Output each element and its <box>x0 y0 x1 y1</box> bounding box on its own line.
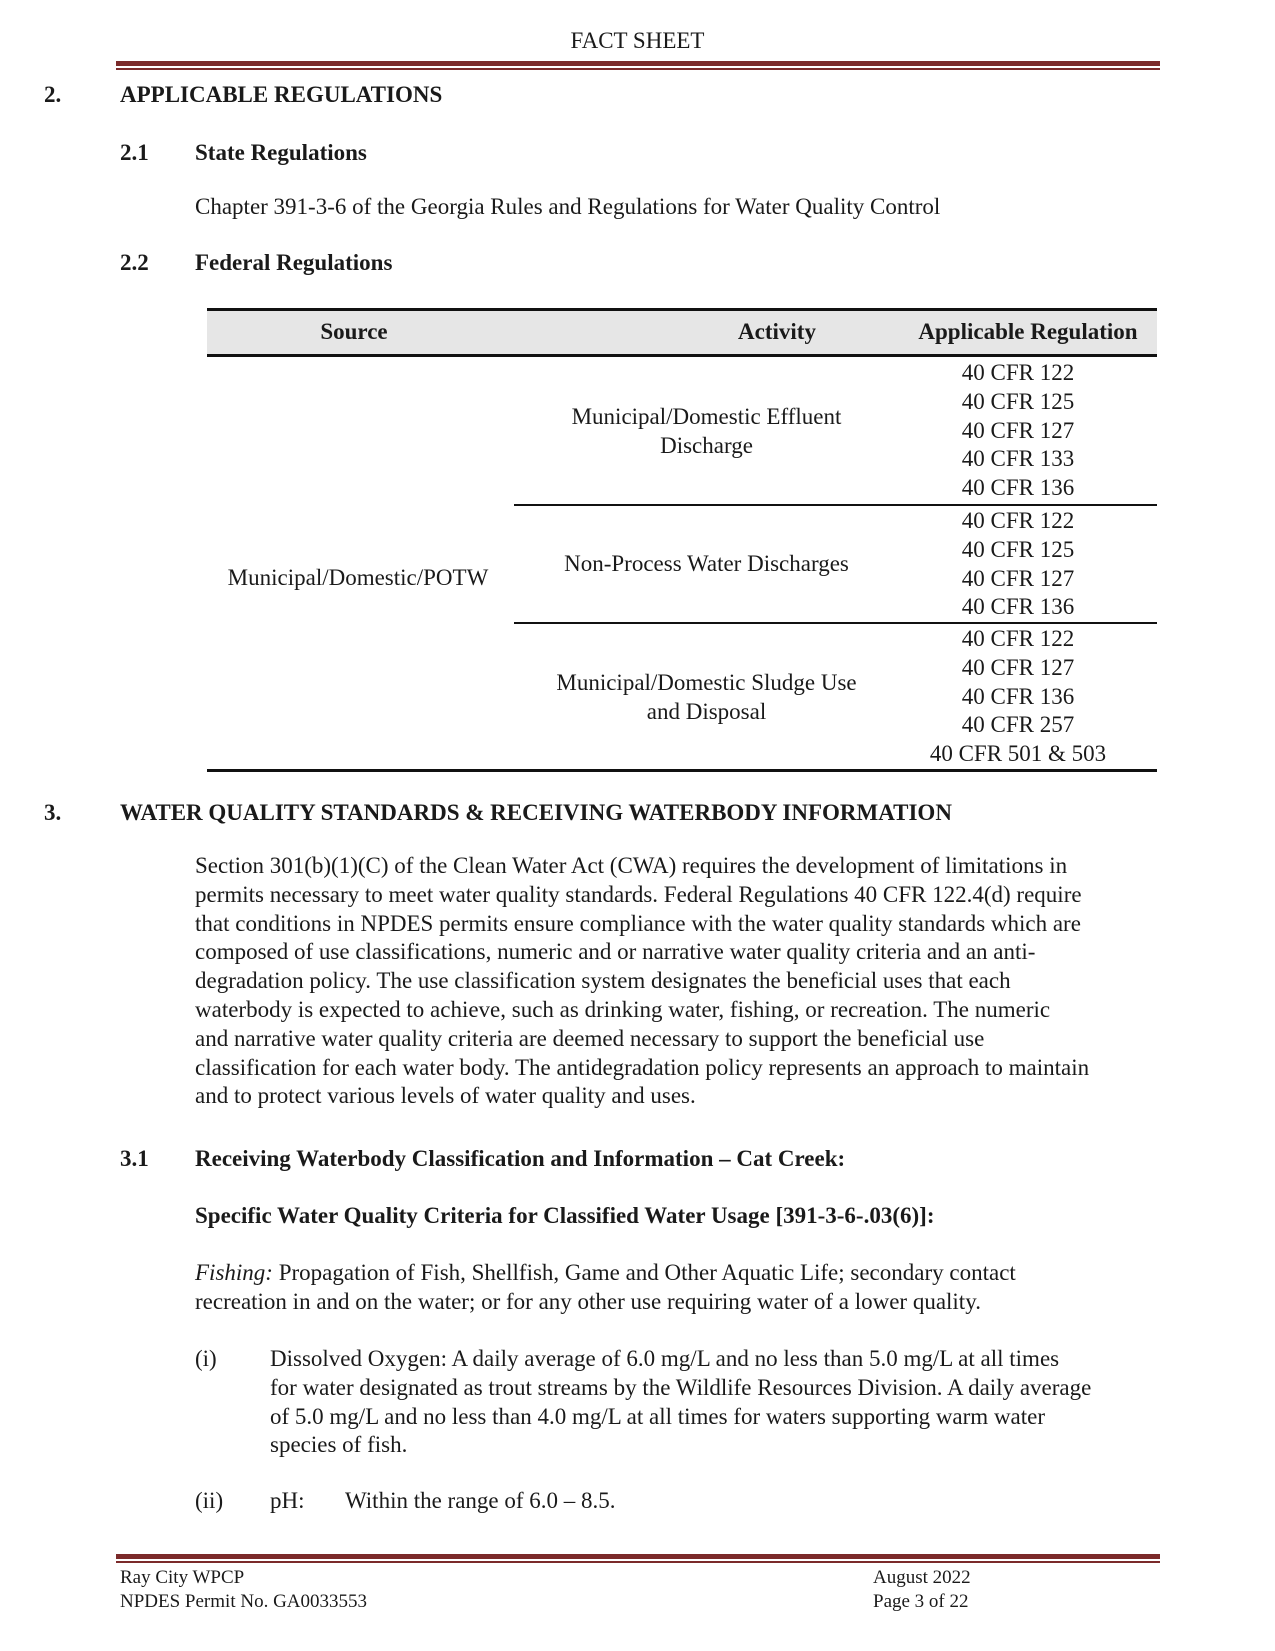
regulation-item: 40 CFR 127 <box>961 654 1075 680</box>
table-header-border <box>207 354 1157 357</box>
item-line: of 5.0 mg/L and no less than 4.0 mg/L at all times for waters supporting warm water <box>270 1403 1046 1429</box>
facility-name: Ray City WPCP <box>120 1567 245 1588</box>
paragraph-line: Section 301(b)(1)(C) of the Clean Water Act (CWA) requires the development of limitations in <box>195 853 1068 878</box>
section-3-title: WATER QUALITY STANDARDS & RECEIVING WATERBODY INFORMATION <box>120 800 952 825</box>
paragraph-line: that conditions in NPDES permits ensure compliance with the water quality standards which are <box>195 910 1081 936</box>
regulation-item: 40 CFR 125 <box>961 388 1075 414</box>
regulation-item: 40 CFR 127 <box>961 565 1075 591</box>
footer-rule-thin <box>116 1561 1160 1563</box>
fishing-text-1: Propagation of Fish, Shellfish, Game and Other Aquatic Life; secondary contact <box>272 1260 1016 1285</box>
activity-cell-1-line-1: Municipal/Domestic Effluent <box>571 404 842 429</box>
regulation-item: 40 CFR 127 <box>961 417 1075 443</box>
activity-cell-3-line-1: Municipal/Domestic Sludge Use <box>556 670 857 695</box>
section-2-title: APPLICABLE REGULATIONS <box>120 82 443 107</box>
regulations-cell-2 <box>899 507 1137 622</box>
regulation-item: 40 CFR 133 <box>961 446 1075 472</box>
regulation-item: 40 CFR 501 & 503 <box>929 741 1107 767</box>
state-regulations-text: Chapter 391-3-6 of the Georgia Rules and Regulations for Water Quality Control <box>195 194 941 219</box>
criteria-item-i-text <box>270 1345 1157 1460</box>
regulation-item: 40 CFR 136 <box>961 683 1075 709</box>
section-3-1-title: Receiving Waterbody Classification and Information – Cat Creek: <box>195 1146 846 1171</box>
column-header-regulation: Applicable Regulation <box>918 319 1138 344</box>
column-header-activity: Activity <box>738 319 816 344</box>
regulations-cell-3 <box>899 625 1137 769</box>
item-line: for water designated as trout streams by the Wildlife Resources Division. A daily average <box>270 1374 1092 1400</box>
document-date: August 2022 <box>873 1567 971 1588</box>
section-2-2-title: Federal Regulations <box>195 250 393 275</box>
section-2-2-number: 2.2 <box>120 250 149 275</box>
header-rule-thin <box>116 68 1160 70</box>
paragraph-line: and narrative water quality criteria are deemed necessary to support the beneficial use <box>195 1025 985 1051</box>
permit-number: NPDES Permit No. GA0033553 <box>120 1591 368 1612</box>
regulation-item: 40 CFR 122 <box>961 626 1075 651</box>
section-2-number: 2. <box>44 82 62 107</box>
item-line-last: species of fish. <box>270 1432 408 1458</box>
regulations-cell-1 <box>899 359 1137 503</box>
header-rule-thick <box>116 61 1160 66</box>
regulation-item: 40 CFR 136 <box>961 475 1075 501</box>
section-2-1-title: State Regulations <box>195 140 367 165</box>
paragraph-line: waterbody is expected to achieve, such as drinking water, fishing, or recreation. The numeric <box>195 996 1051 1022</box>
activity-cell-2-line-1: Non-Process Water Discharges <box>564 551 849 576</box>
activity-cell-3-line-2: and Disposal <box>646 698 767 724</box>
section-3-number: 3. <box>44 800 62 825</box>
criteria-heading: Specific Water Quality Criteria for Classified Water Usage [391-3-6-.03(6)]: <box>195 1203 935 1228</box>
activity-cell-1-line-2: Discharge <box>660 432 753 458</box>
criteria-item-i-marker: (i) <box>195 1346 217 1371</box>
column-header-source: Source <box>320 319 388 344</box>
section-3-intro-paragraph <box>195 852 1157 1111</box>
section-2-1-number: 2.1 <box>120 140 149 165</box>
activity-cell-3 <box>514 669 899 727</box>
regulation-item: 40 CFR 136 <box>961 594 1075 620</box>
paragraph-line: permits necessary to meet water quality standards. Federal Regulations 40 CFR 122.4(d) require <box>195 881 1082 907</box>
paragraph-line: degradation policy. The use classification system designates the beneficial uses that each <box>195 968 1011 994</box>
fishing-line-1 <box>195 1259 1157 1288</box>
criteria-item-ii-label: pH: <box>270 1488 305 1513</box>
regulation-item: 40 CFR 125 <box>961 536 1075 562</box>
paragraph-line: composed of use classifications, numeric and or narrative water quality criteria and an anti- <box>195 939 1036 965</box>
criteria-item-ii-marker: (ii) <box>195 1488 224 1513</box>
source-cell: Municipal/Domestic/POTW <box>227 565 489 590</box>
regulation-item: 40 CFR 122 <box>961 508 1075 533</box>
paragraph-line-last: and to protect various levels of water quality and uses. <box>195 1083 696 1109</box>
activity-cell-1 <box>514 403 899 461</box>
item-line: Dissolved Oxygen: A daily average of 6.0 mg/L and no less than 5.0 mg/L at all times <box>270 1346 1060 1371</box>
criteria-item-ii-text: Within the range of 6.0 – 8.5. <box>345 1488 616 1513</box>
activity-cell-2 <box>514 550 899 579</box>
row-separator-1 <box>514 504 1157 506</box>
page-number: Page 3 of 22 <box>873 1591 969 1612</box>
fishing-paragraph <box>195 1259 1157 1317</box>
fishing-label: Fishing: <box>195 1260 273 1285</box>
row-separator-2 <box>514 622 1157 624</box>
regulation-item: 40 CFR 122 <box>961 360 1075 385</box>
table-bottom-border <box>207 769 1157 772</box>
page-header-title: FACT SHEET <box>570 28 705 53</box>
paragraph-line: classification for each water body. The antidegradation policy represents an approach to maintain <box>195 1054 1090 1080</box>
section-3-1-number: 3.1 <box>120 1146 149 1171</box>
footer-right <box>873 1566 971 1614</box>
footer-rule-thick <box>116 1554 1160 1559</box>
fishing-line-2: recreation in and on the water; or for any other use requiring water of a lower quality. <box>195 1288 981 1314</box>
regulation-item: 40 CFR 257 <box>961 712 1075 738</box>
footer-left <box>120 1566 367 1614</box>
